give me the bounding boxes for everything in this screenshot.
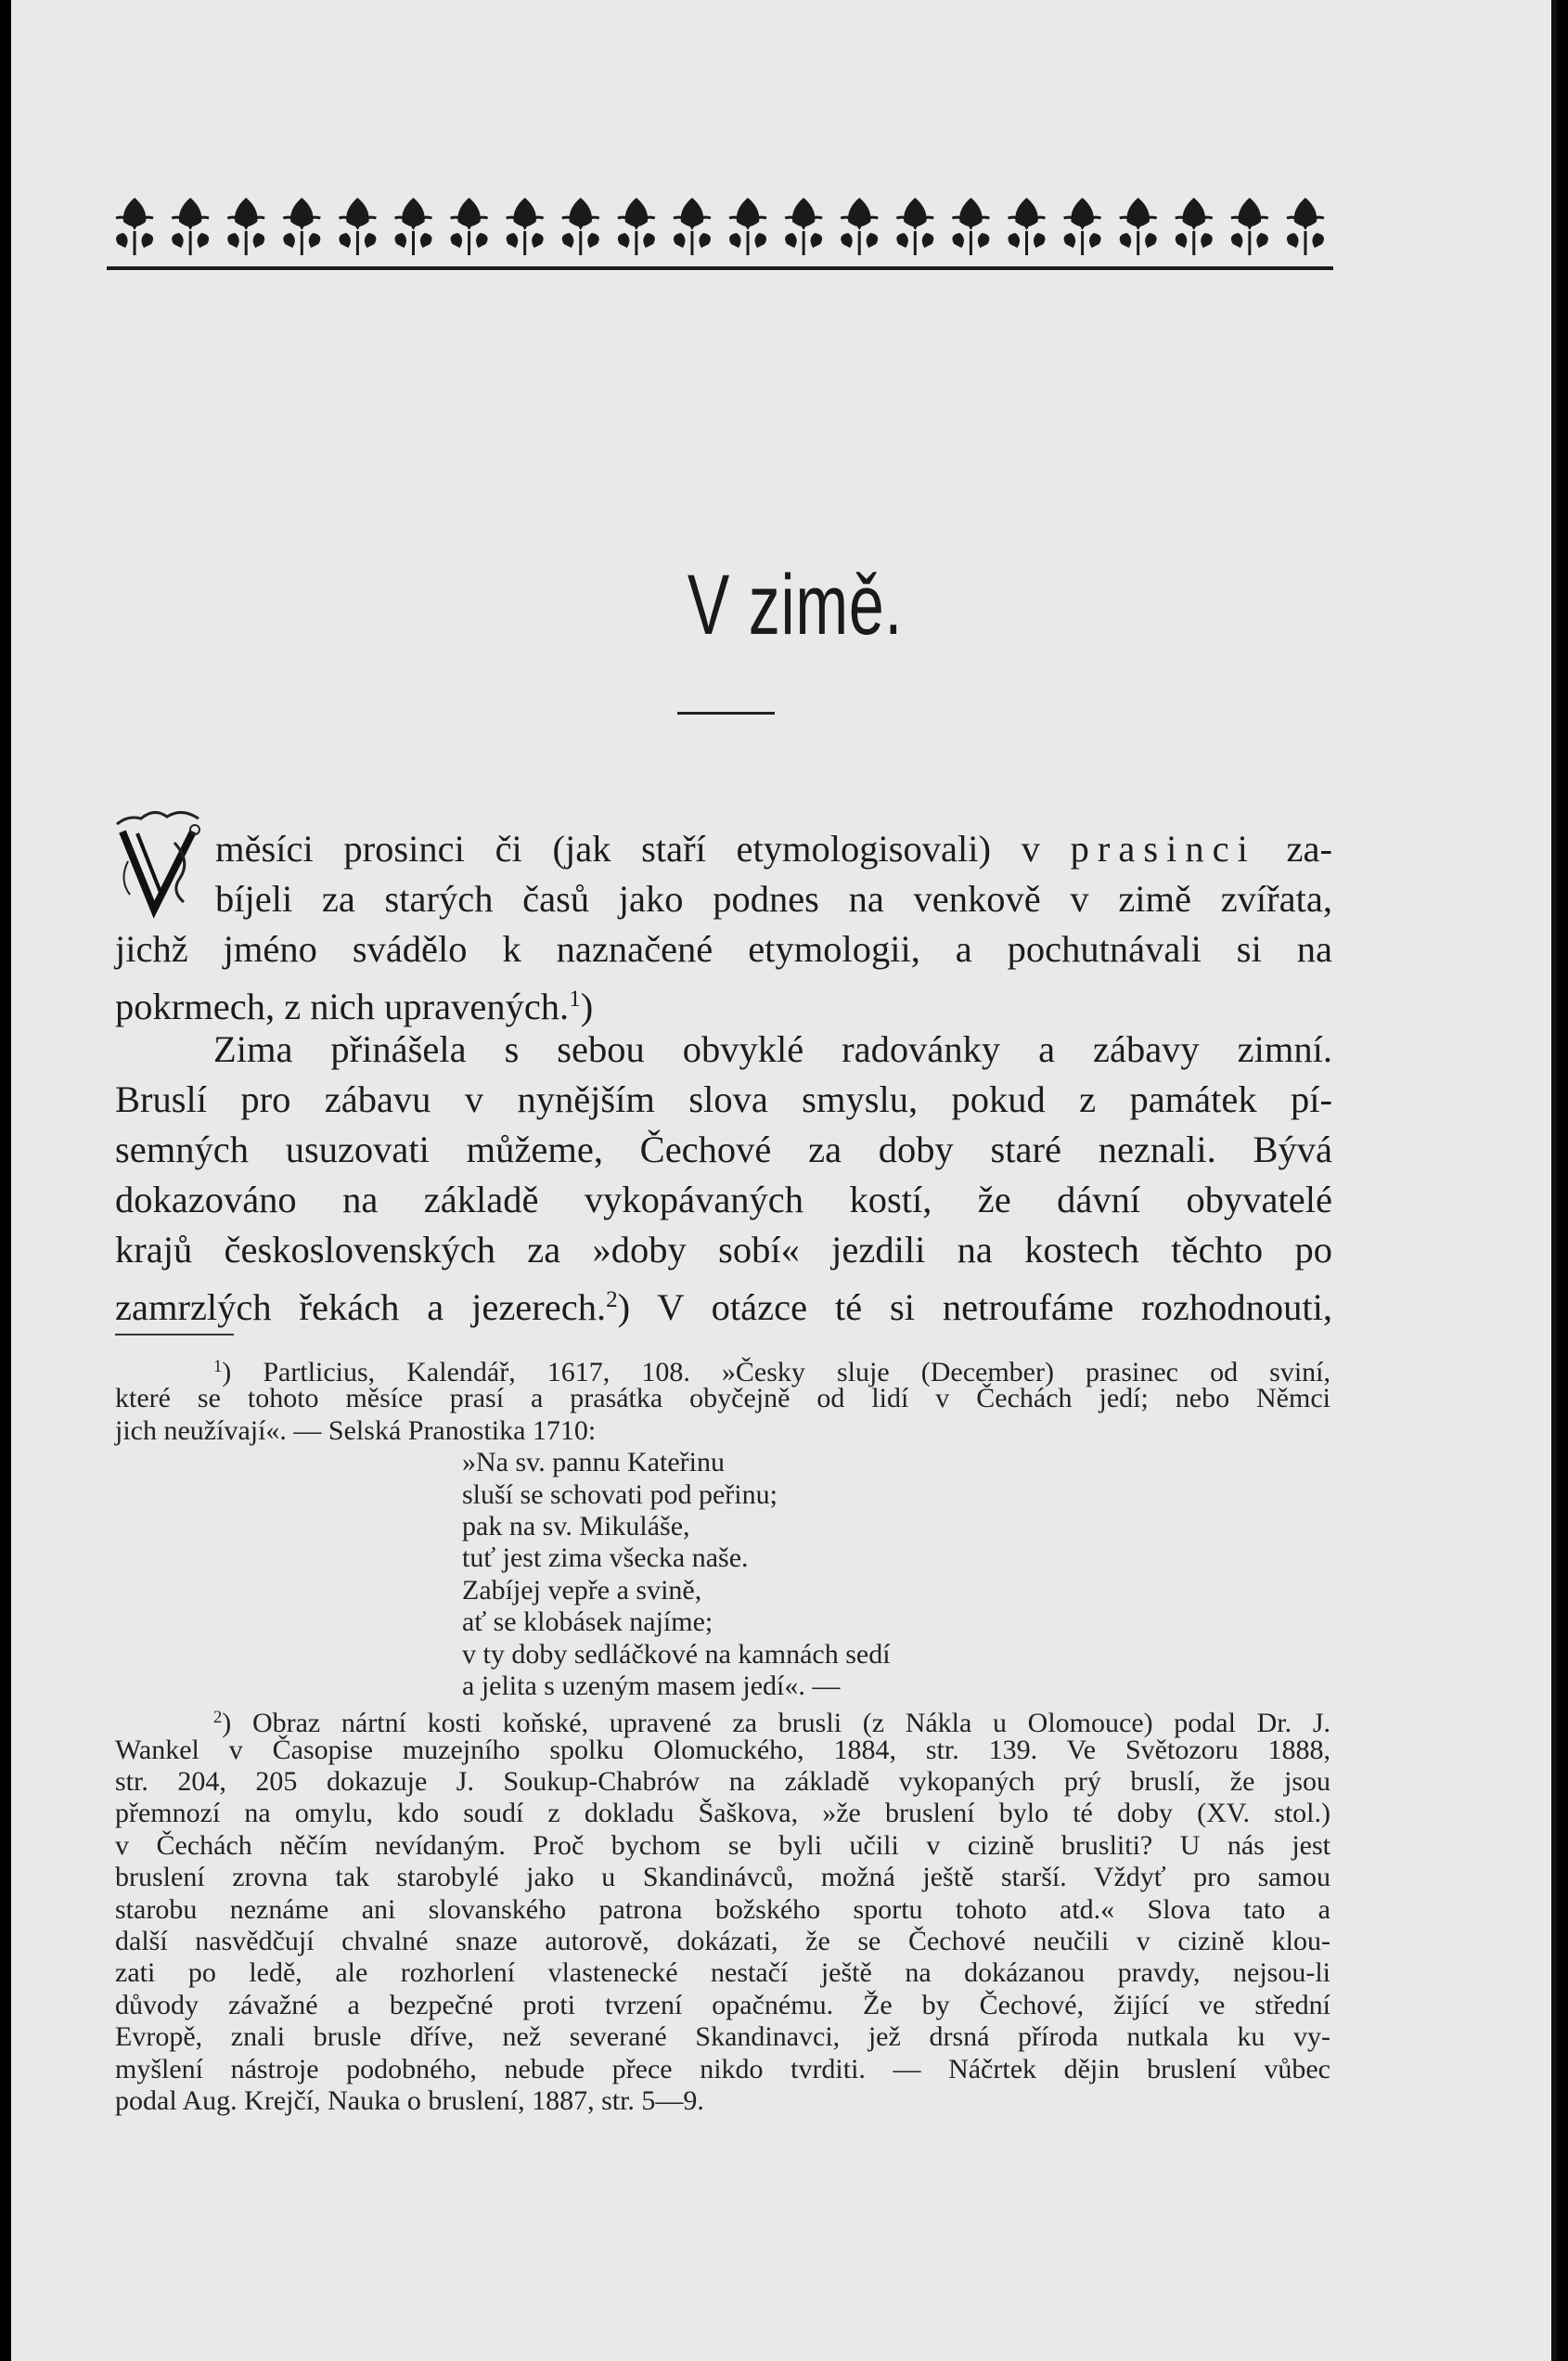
spaced-word: prasinci — [1070, 828, 1256, 870]
poem-line: ať se klobásek najíme; — [462, 1606, 713, 1638]
footnote-line: důvody závažné a bezpečné proti tvrzení opačnému. Že by Čechové, žijící ve střední — [115, 1989, 1330, 2020]
ornament-motif — [451, 198, 488, 255]
footnotes — [115, 1351, 1330, 2117]
poem-line: v ty doby sedláčkové na kamnách sedí — [462, 1638, 891, 1670]
poem-line: pak na sv. Mikuláše, — [462, 1510, 690, 1542]
footnote-line: podal Aug. Krejčí, Nauka o bruslení, 1887, str. 5—9. — [115, 2084, 704, 2116]
text-line: Bruslí pro zábavu v nynějším slova smyslu, pokud z památek pí- — [115, 1078, 1332, 1120]
ornament-motif — [116, 198, 153, 255]
ornament-motif — [952, 198, 989, 255]
ornament-motif — [507, 198, 544, 255]
title-rule — [677, 712, 775, 715]
footnote-line: další nasvědčují chvalné snaze autorově, dokázati, že se Čechové neučili v cizině klou- — [115, 1926, 1330, 1957]
text-fragment: měsíci prosinci či (jak staří etymologisovali) v — [215, 828, 1071, 870]
ornament-motif — [283, 198, 320, 255]
ornament-motif — [1287, 198, 1324, 255]
ornamental-header-border — [107, 190, 1333, 276]
footnote-line: Wankel v Časopise muzejního spolku Olomuckého, 1884, str. 139. Ve Světozoru 1888, — [115, 1734, 1330, 1765]
ornament-motif — [1176, 198, 1213, 255]
ornament-motif — [896, 198, 933, 255]
poem-line: tuť jest zima všecka naše. — [462, 1542, 749, 1574]
poem-line: »Na sv. pannu Kateřinu — [462, 1447, 725, 1478]
ornament-motif — [1009, 198, 1046, 255]
poem-line: a jelita s uzeným masem jedí«. — — [462, 1670, 841, 1701]
text-line: pokrmech, z nich upravených.$^1$) — [115, 985, 594, 1027]
footnote-line: starobu neznáme ani slovanského patrona božského sportu tohoto atd.« Slova tato a — [115, 1893, 1330, 1925]
text-line: jichž jméno svádělo k naznačené etymologii, a pochutnávali si na — [115, 928, 1332, 970]
footnote-line: jich neužívají«. — Selská Pranostika 1710: — [115, 1414, 597, 1446]
footnote-mark: 2 — [606, 1287, 618, 1312]
ornament-motif — [841, 198, 878, 255]
ornament-rule — [107, 266, 1333, 270]
footnote-line: str. 204, 205 dokazuje J. Soukup-Chabrów na základě vykopaných prý bruslí, že jsou — [115, 1766, 1330, 1798]
ornament-motif — [172, 198, 209, 255]
chapter-title: V zimě. — [687, 558, 904, 652]
footnote-line: v Čechách něčím nevídaným. Proč bychom se byli učili v cizině brusliti? U nás jest — [115, 1829, 1330, 1861]
ornament-motif — [227, 198, 264, 255]
ornament-motif — [618, 198, 655, 255]
ornament-motif — [395, 198, 432, 255]
ornament-motif — [729, 198, 766, 255]
footnote-line: $^2$) Obraz nártní kosti koňské, upravené za brusli (z Nákla u Olomouce) podal Dr. J. — [213, 1708, 1330, 1739]
footnote-line: které se tohoto měsíce prasí a prasátka obyčejně od lidí v Čechách jedí; nebo Němci — [115, 1383, 1330, 1414]
text-line: bíjeli za starých časů jako podnes na venkově v zimě zvířata, — [215, 878, 1332, 920]
text-line: měsíci prosinci či (jak staří etymologisovali) v prasinci za- — [215, 828, 1332, 870]
footnote-line: Evropě, znali brusle dříve, než severané Skandinavci, jež drsná příroda nutkala ku vy- — [115, 2021, 1330, 2053]
footnote-mark: 1 — [569, 987, 581, 1012]
footnote-rule — [115, 1334, 234, 1335]
ornament-motif — [674, 198, 711, 255]
main-text — [115, 824, 1332, 1328]
footnote-line: bruslení zrovna tak starobylé jako u Skandinávců, možná ještě starší. Vždyť pro samou — [115, 1862, 1330, 1893]
footnote-line: zati po ledě, ale rozhorlení vlastenecké nestačí ještě na dokázanou pravdy, nejsou-li — [115, 1957, 1330, 1989]
ornament-motif — [1231, 198, 1268, 255]
poem-line: Zabíjej vepře a svině, — [462, 1574, 702, 1606]
text-line: dokazováno na základě vykopávaných kostí, že dávní obyvatelé — [115, 1179, 1332, 1220]
ornament-motif — [339, 198, 376, 255]
ornament-motif — [1120, 198, 1157, 255]
ornament-motif — [785, 198, 822, 255]
footnote-line: $^1$) Partlicius, Kalendář, 1617, 108. »Česky sluje (December) prasinec od sviní, — [213, 1357, 1330, 1388]
ornament-motif — [562, 198, 599, 255]
text-line: Zima přinášela s sebou obvyklé radovánky a zábavy zimní. — [213, 1028, 1332, 1070]
page — [11, 0, 1551, 2361]
footnote-line: přemnozí na omylu, kdo soudí z dokladu Šaškova, »že bruslení bylo té doby (XV. stol.) — [115, 1798, 1330, 1829]
footnote-line: myšlení nástroje podobného, nebude přece nikdo tvrditi. — Náčrtek dějin bruslení vůbec — [115, 2053, 1330, 2084]
text-line: krajů československých za »doby sobí« jezdili na kostech těchto po — [115, 1229, 1332, 1271]
ornament-motif — [1064, 198, 1101, 255]
text-line: semných usuzovati můžeme, Čechové za doby staré neznali. Bývá — [115, 1129, 1332, 1170]
poem-line: sluší se schovati pod peřinu; — [462, 1478, 778, 1510]
text-line: zamrzlých řekách a jezerech.$^2$) V otázce té si netroufáme rozhodnouti, — [115, 1285, 1332, 1328]
